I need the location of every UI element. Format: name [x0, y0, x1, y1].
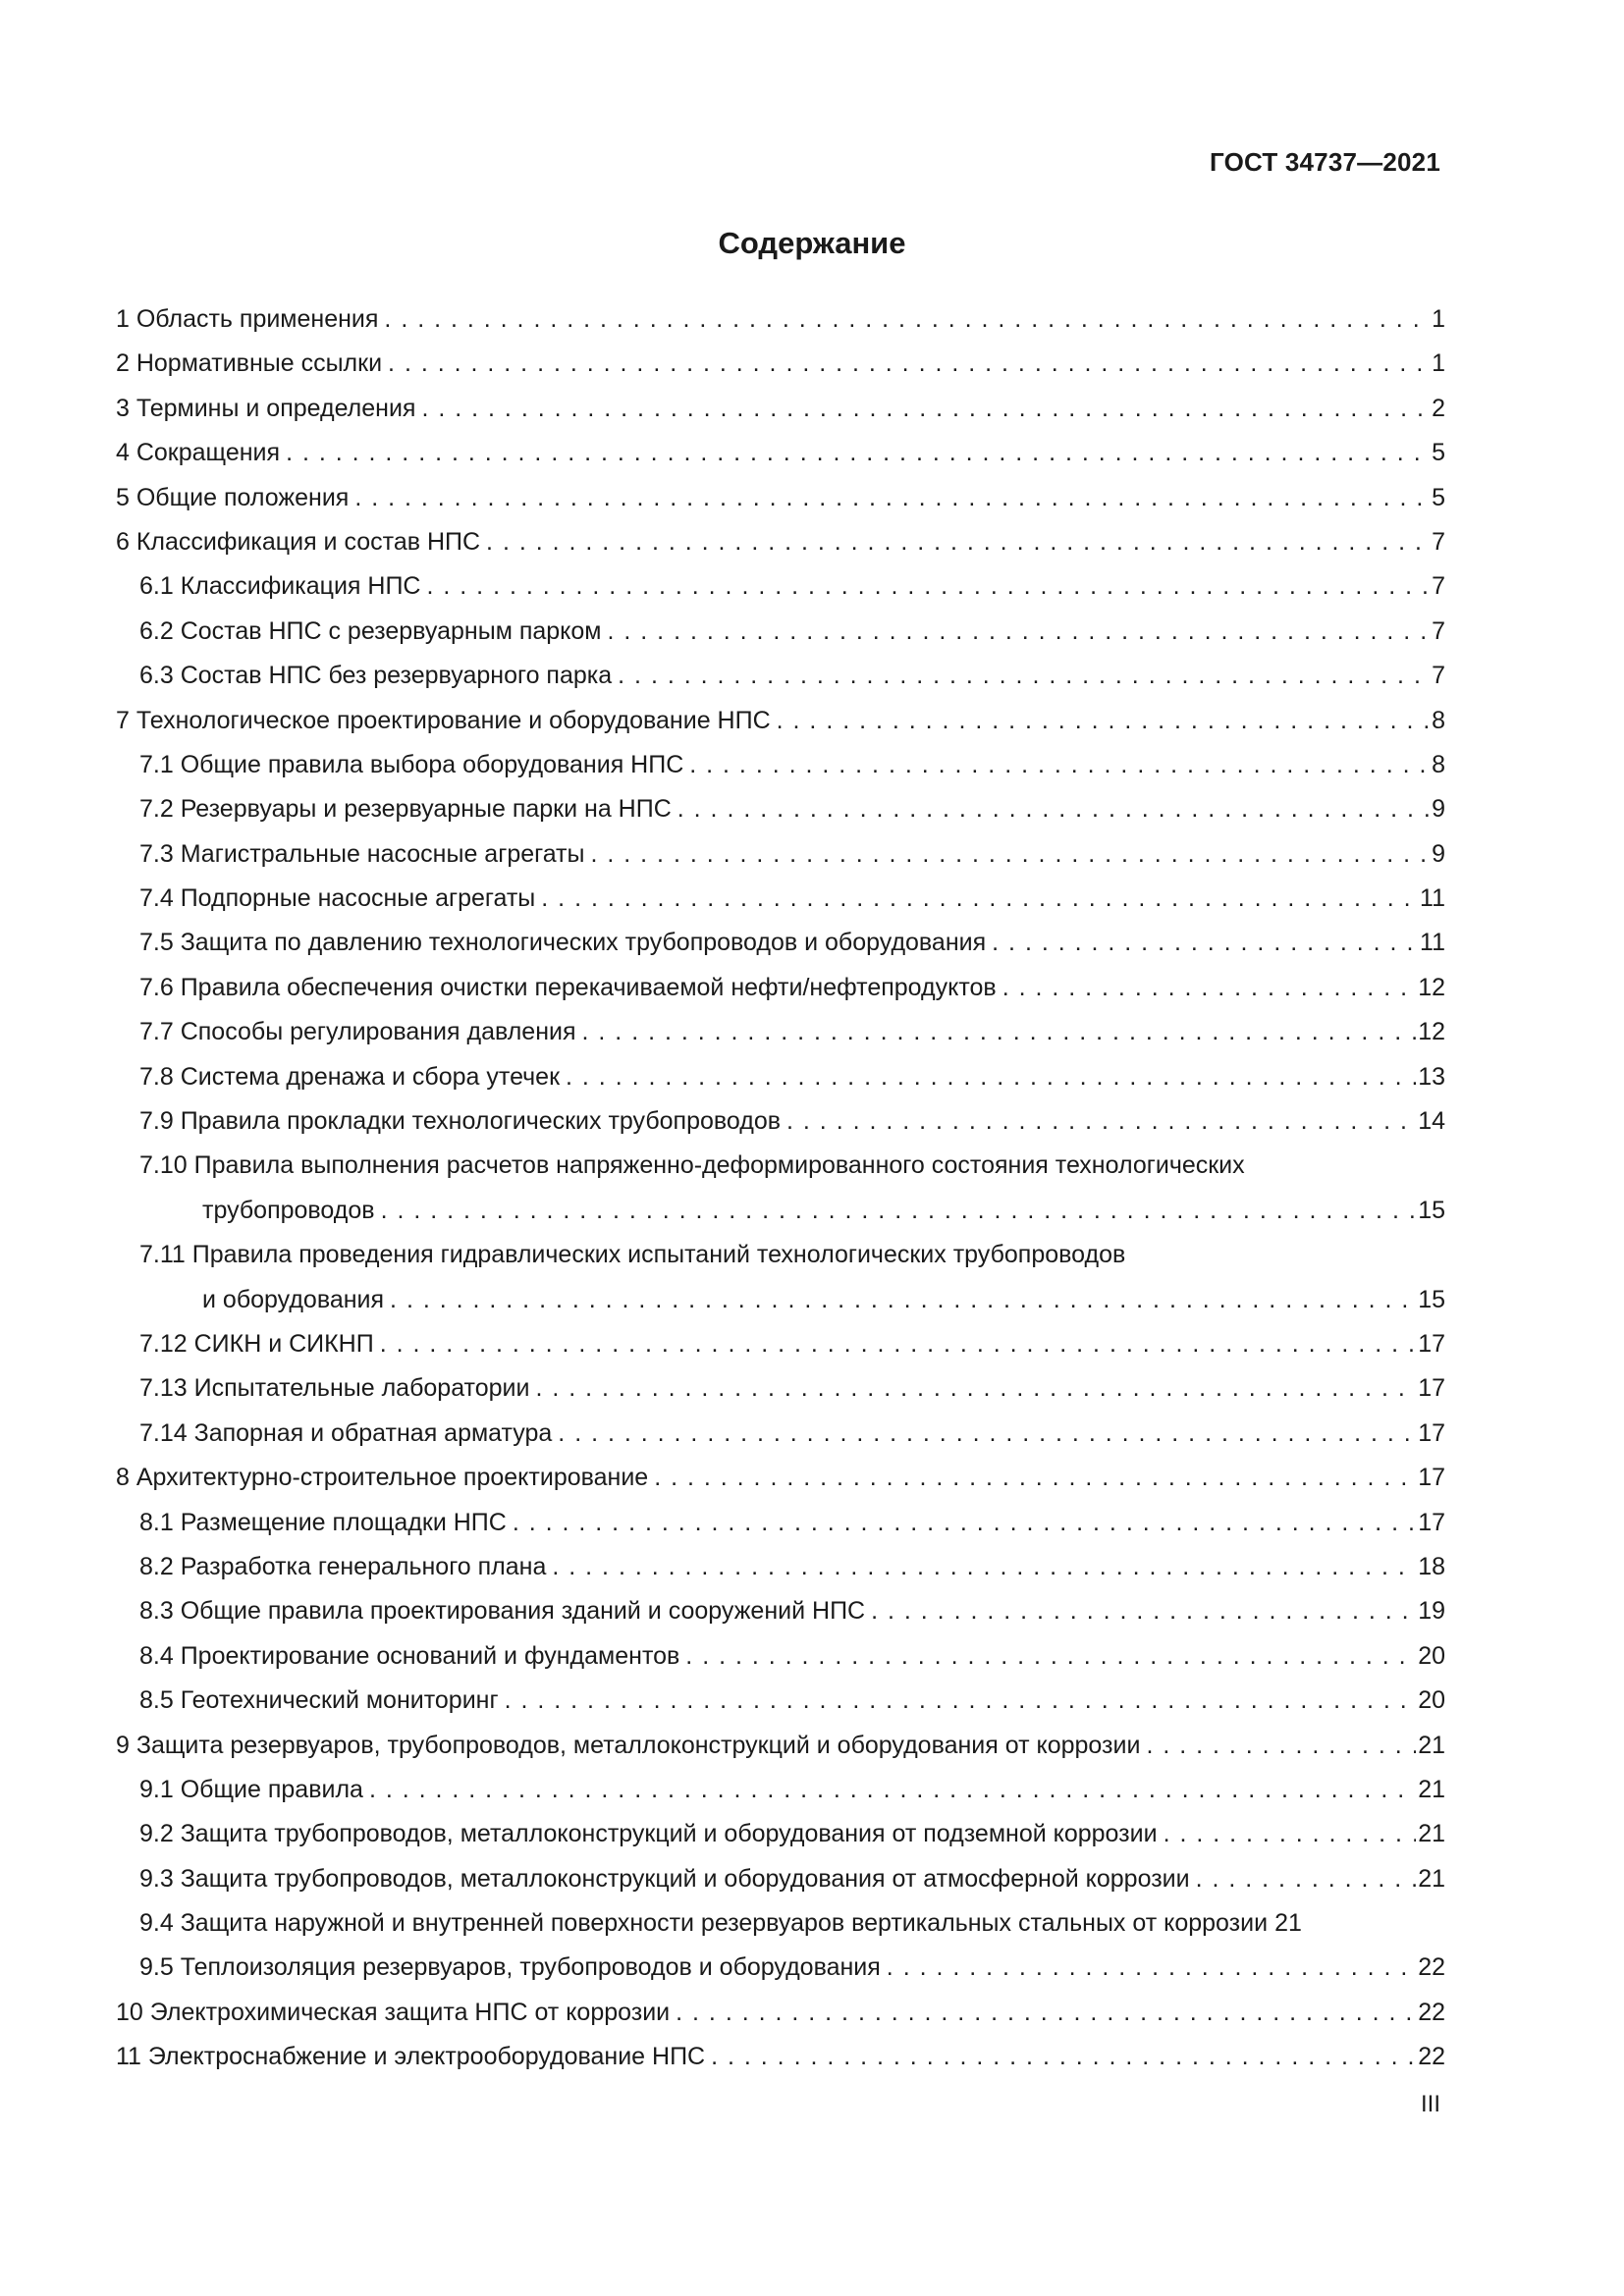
page-number: III	[1420, 2091, 1440, 2117]
toc-leader-dots	[381, 1189, 1417, 1233]
toc-entry[interactable]	[116, 1589, 1445, 1633]
toc-leader-dots	[654, 1456, 1416, 1500]
toc-entry[interactable]	[116, 1456, 1445, 1500]
toc-entry-label: 6.1 Классификация НПС	[139, 572, 421, 601]
page-title: Содержание	[718, 226, 906, 260]
toc-entry-page: 17	[1418, 1464, 1445, 1492]
toc-entry-label: 7.9 Правила прокладки технологических трубопроводов	[139, 1107, 782, 1136]
toc-entry-label: 8.5 Геотехнический мониторинг	[139, 1686, 499, 1715]
toc-entry[interactable]	[116, 1189, 1445, 1233]
toc-entry-page: 5	[1432, 483, 1445, 511]
document-code: ГОСТ 34737—2021	[1210, 147, 1440, 177]
toc-entry[interactable]	[116, 610, 1445, 654]
toc-entry-page: 22	[1418, 2043, 1445, 2071]
toc-entry-label: 7.10 Правила выполнения расчетов напряженно-деформированного состояния технологических	[139, 1151, 1245, 1180]
toc-leader-dots	[618, 654, 1430, 698]
toc-entry-page: 1	[1432, 349, 1445, 378]
toc-leader-dots	[566, 1055, 1416, 1099]
toc-entry-page: 19	[1418, 1597, 1445, 1626]
toc-leader-dots	[689, 743, 1430, 787]
toc-entry-label: 6.3 Состав НПС без резервуарного парка	[139, 662, 613, 690]
toc-entry[interactable]	[116, 1634, 1445, 1679]
toc-entry-page: 22	[1418, 1953, 1445, 1982]
toc-leader-dots	[369, 1768, 1416, 1812]
toc-entry-page: 21	[1418, 1820, 1445, 1848]
toc-entry-label: 8.4 Проектирование оснований и фундаментов	[139, 1641, 680, 1670]
toc-entry[interactable]	[116, 832, 1445, 877]
toc-leader-dots	[676, 1991, 1416, 2035]
toc-entry-page: 21	[1418, 1731, 1445, 1759]
toc-entry-page: 17	[1418, 1508, 1445, 1536]
toc-entry[interactable]	[116, 1812, 1445, 1856]
toc-leader-dots	[513, 1501, 1416, 1545]
toc-entry[interactable]	[116, 1946, 1445, 1990]
toc-leader-dots	[685, 1634, 1416, 1679]
toc-entry-label: 8.1 Размещение площадки НПС	[139, 1508, 507, 1536]
toc-entry-label: 7 Технологическое проектирование и оборудование НПС	[116, 706, 771, 734]
toc-leader-dots	[384, 297, 1430, 342]
toc-entry-page: 15	[1418, 1196, 1445, 1224]
toc-entry[interactable]	[116, 1768, 1445, 1812]
toc-leader-dots	[421, 387, 1430, 431]
toc-entry-label: 5 Общие положения	[116, 483, 350, 511]
toc-entry[interactable]	[116, 476, 1445, 520]
toc-entry-label: 6.2 Состав НПС с резервуарным парком	[139, 616, 602, 645]
toc-leader-dots	[887, 1946, 1416, 1990]
toc-entry-page: 17	[1418, 1329, 1445, 1358]
toc-entry-page: 8	[1432, 750, 1445, 778]
toc-entry-page: 21	[1418, 1775, 1445, 1803]
toc-entry[interactable]	[116, 520, 1445, 564]
toc-entry-label: 7.5 Защита по давлению технологических трубопроводов и оборудования	[139, 929, 987, 957]
toc-entry-page: 7	[1432, 527, 1445, 556]
toc-leader-dots	[390, 1278, 1416, 1322]
toc-entry-page: 7	[1432, 662, 1445, 690]
toc-entry-page: 15	[1418, 1285, 1445, 1313]
toc-entry-label: 9.3 Защита трубопроводов, металлоконструкций и оборудования от атмосферной коррозии	[139, 1864, 1190, 1893]
toc-entry[interactable]	[116, 1322, 1445, 1366]
toc-entry-page: 21	[1418, 1864, 1445, 1893]
toc-entry[interactable]	[116, 921, 1445, 965]
toc-leader-dots	[388, 342, 1430, 386]
toc-entry[interactable]	[116, 1278, 1445, 1322]
toc-entry-page: 18	[1418, 1552, 1445, 1580]
toc-leader-dots	[1002, 966, 1417, 1010]
toc-entry-label: 7.12 СИКН и СИКНП	[139, 1329, 374, 1358]
toc-entry-label: 7.14 Запорная и обратная арматура	[139, 1418, 553, 1447]
toc-entry[interactable]	[116, 342, 1445, 386]
toc-entry[interactable]	[116, 1501, 1445, 1545]
toc-entry-page: 7	[1432, 572, 1445, 601]
toc-leader-dots	[608, 610, 1431, 654]
toc-entry-label: 11 Электроснабжение и электрооборудование НПС	[116, 2043, 706, 2071]
toc-leader-dots	[590, 832, 1430, 877]
toc-entry[interactable]	[116, 1233, 1445, 1277]
toc-entry-label: 7.4 Подпорные насосные агрегаты	[139, 884, 536, 913]
toc-entry-page: 5	[1432, 439, 1445, 467]
toc-entry-label: 7.6 Правила обеспечения очистки перекачиваемой нефти/нефтепродуктов	[139, 973, 997, 1001]
toc-leader-dots	[541, 877, 1418, 921]
toc-entry-label: трубопроводов	[202, 1196, 375, 1224]
toc-entry-page: 8	[1432, 706, 1445, 734]
toc-entry-page: 17	[1418, 1418, 1445, 1447]
toc-entry-label: 7.3 Магистральные насосные агрегаты	[139, 839, 585, 868]
table-of-contents	[116, 297, 1445, 2080]
toc-entry-page: 12	[1418, 1018, 1445, 1046]
toc-entry-label: 9.2 Защита трубопроводов, металлоконструкций и оборудования от подземной коррозии	[139, 1820, 1158, 1848]
toc-entry[interactable]	[116, 1901, 1445, 1946]
toc-entry-label: 7.8 Система дренажа и сбора утечек	[139, 1062, 561, 1091]
toc-entry-page: 22	[1418, 1998, 1445, 2026]
toc-entry[interactable]	[116, 1366, 1445, 1411]
toc-entry[interactable]	[116, 1412, 1445, 1456]
toc-entry-label: 9.4 Защита наружной и внутренней поверхности резервуаров вертикальных стальных от коррозии	[139, 1909, 1269, 1938]
toc-leader-dots	[552, 1545, 1416, 1589]
toc-leader-dots	[582, 1010, 1417, 1054]
toc-leader-dots	[286, 431, 1430, 475]
toc-entry[interactable]	[116, 564, 1445, 609]
toc-entry-page: 14	[1418, 1107, 1445, 1136]
toc-entry[interactable]	[116, 654, 1445, 698]
toc-entry-label: 4 Сокращения	[116, 439, 281, 467]
toc-entry[interactable]	[116, 1099, 1445, 1144]
toc-entry-label: 8 Архитектурно-строительное проектирование	[116, 1464, 649, 1492]
toc-entry[interactable]	[116, 1545, 1445, 1589]
toc-entry-label: 8.3 Общие правила проектирования зданий и сооружений НПС	[139, 1597, 866, 1626]
toc-entry-page: 20	[1418, 1641, 1445, 1670]
toc-entry[interactable]	[116, 966, 1445, 1010]
toc-entry-label: 9.1 Общие правила	[139, 1775, 363, 1803]
toc-entry-label: 7.11 Правила проведения гидравлических испытаний технологических трубопроводов	[139, 1241, 1126, 1269]
toc-entry[interactable]	[116, 1857, 1445, 1901]
toc-leader-dots	[1146, 1724, 1416, 1768]
toc-leader-dots	[558, 1412, 1416, 1456]
toc-entry[interactable]	[116, 1679, 1445, 1723]
toc-entry-label: 7.7 Способы регулирования давления	[139, 1018, 576, 1046]
toc-leader-dots	[486, 520, 1430, 564]
toc-entry-label: 8.2 Разработка генерального плана	[139, 1552, 547, 1580]
toc-entry-page: 11	[1420, 884, 1445, 913]
toc-leader-dots	[871, 1589, 1416, 1633]
toc-entry[interactable]	[116, 787, 1445, 831]
toc-entry[interactable]	[116, 1055, 1445, 1099]
toc-entry-label: и оборудования	[202, 1285, 385, 1313]
toc-entry-page: 9	[1432, 839, 1445, 868]
toc-entry[interactable]	[116, 699, 1445, 743]
toc-entry[interactable]	[116, 743, 1445, 787]
toc-entry-label: 9 Защита резервуаров, трубопроводов, металлоконструкций и оборудования от коррозии	[116, 1731, 1141, 1759]
toc-entry-page: 21	[1274, 1909, 1302, 1938]
toc-entry-label: 10 Электрохимическая защита НПС от коррозии	[116, 1998, 671, 2026]
toc-entry-page: 2	[1432, 394, 1445, 422]
toc-entry[interactable]	[116, 1144, 1445, 1188]
toc-leader-dots	[711, 2035, 1416, 2079]
toc-entry[interactable]	[116, 877, 1445, 921]
toc-leader-dots	[992, 921, 1418, 965]
toc-entry-label: 9.5 Теплоизоляция резервуаров, трубопроводов и оборудования	[139, 1953, 881, 1982]
toc-entry-label: 3 Термины и определения	[116, 394, 416, 422]
toc-entry[interactable]	[116, 431, 1445, 475]
toc-leader-dots	[1196, 1857, 1417, 1901]
toc-leader-dots	[677, 787, 1430, 831]
toc-entry-page: 11	[1420, 929, 1445, 957]
toc-entry-label: 1 Область применения	[116, 305, 379, 333]
toc-entry-label: 7.13 Испытательные лаборатории	[139, 1374, 530, 1403]
toc-entry-page: 7	[1432, 616, 1445, 645]
toc-leader-dots	[505, 1679, 1417, 1723]
toc-entry-label: 7.2 Резервуары и резервуарные парки на НПС	[139, 795, 672, 824]
toc-entry-page: 13	[1418, 1062, 1445, 1091]
toc-leader-dots	[354, 476, 1430, 520]
toc-entry-label: 2 Нормативные ссылки	[116, 349, 383, 378]
toc-entry[interactable]	[116, 1991, 1445, 2035]
toc-leader-dots	[1164, 1812, 1417, 1856]
toc-entry-page: 12	[1418, 973, 1445, 1001]
toc-entry-page: 20	[1418, 1686, 1445, 1715]
toc-entry-label: 6 Классификация и состав НПС	[116, 527, 481, 556]
toc-entry[interactable]	[116, 1010, 1445, 1054]
toc-leader-dots	[777, 699, 1430, 743]
toc-entry-page: 9	[1432, 795, 1445, 824]
toc-leader-dots	[427, 564, 1431, 609]
toc-entry[interactable]	[116, 387, 1445, 431]
toc-entry-page: 17	[1418, 1374, 1445, 1403]
toc-entry-label: 7.1 Общие правила выбора оборудования НПС	[139, 750, 684, 778]
toc-leader-dots	[786, 1099, 1416, 1144]
toc-entry-page: 1	[1432, 305, 1445, 333]
toc-entry[interactable]	[116, 297, 1445, 342]
toc-leader-dots	[380, 1322, 1416, 1366]
toc-entry[interactable]	[116, 2035, 1445, 2079]
toc-entry[interactable]	[116, 1724, 1445, 1768]
toc-leader-dots	[535, 1366, 1416, 1411]
